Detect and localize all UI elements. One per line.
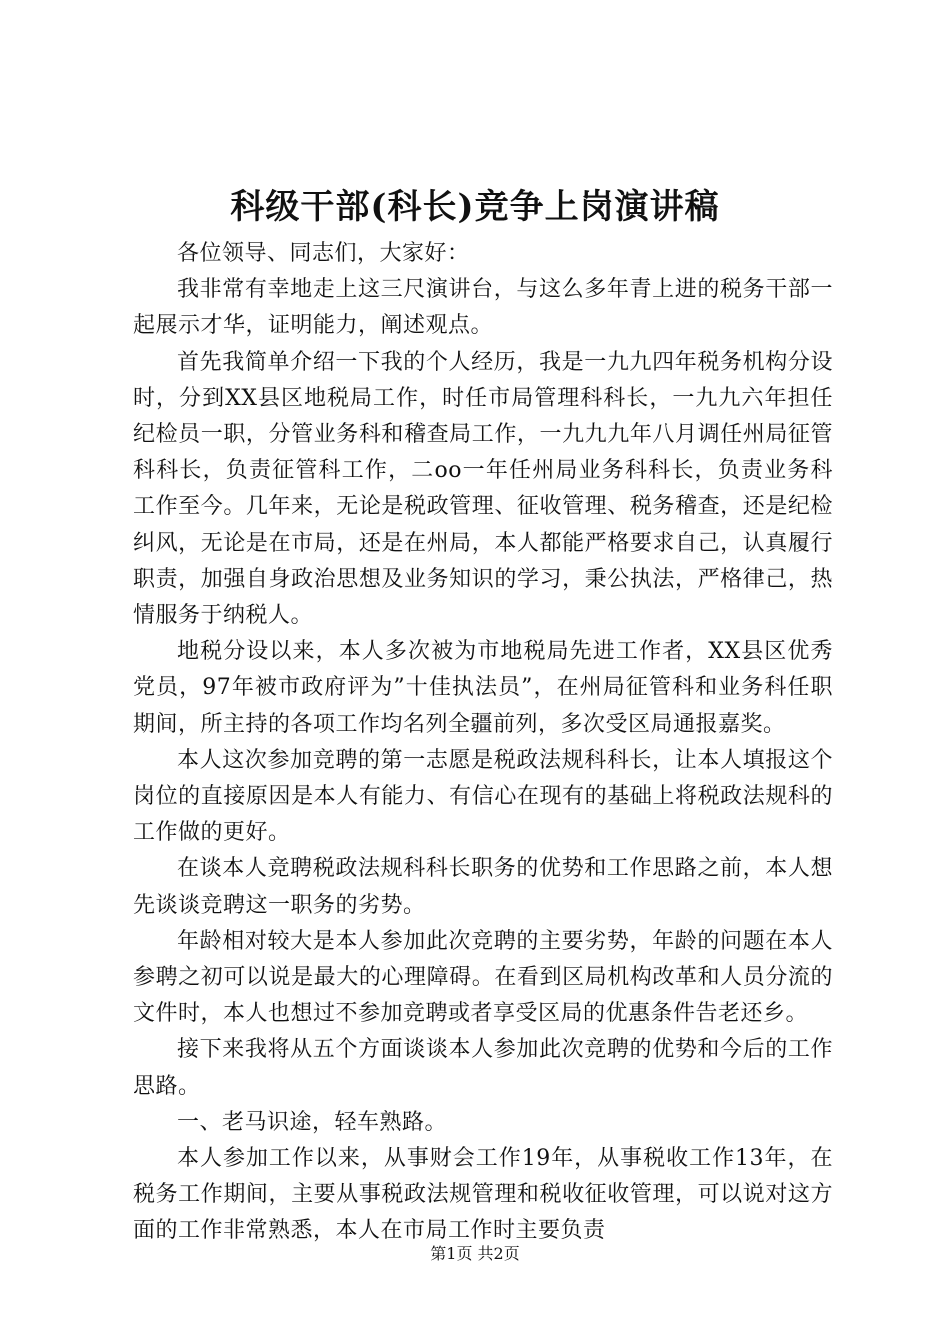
- document-body: [133, 236, 833, 1250]
- paragraph-greeting: 各位领导、同志们，大家好：: [177, 241, 470, 266]
- page-number-footer: 第1页 共2页: [430, 1244, 520, 1263]
- paragraph: 年龄相对较大是本人参加此次竞聘的主要劣势，年龄的问题在本人参聘之初可以说是最大的心理障碍。在看到区局机构改革和人员分流的文件时，本人也想过不参加竞聘或者享受区局的优惠条件告老还乡。: [133, 928, 833, 1027]
- document-title: 科级干部(科长)竞争上岗演讲稿: [230, 187, 720, 227]
- paragraph: 我非常有幸地走上这三尺演讲台，与这么多年青上进的税务干部一起展示才华，证明能力，阐述观点。: [133, 277, 833, 339]
- paragraph: 本人这次参加竞聘的第一志愿是税政法规科科长，让本人填报这个岗位的直接原因是本人有能力、有信心在现有的基础上将税政法规科的工作做的更好。: [133, 747, 833, 846]
- paragraph: 首先我简单介绍一下我的个人经历，我是一九九四年税务机构分设时，分到XX县区地税局工作，时任市局管理科科长，一九九六年担任纪检员一职，分管业务科和稽查局工作，一九九九年八月调任州局征管科科长，负责征管科工作，二oo一年任州局业务科科长，负责业务科工作至今。几年来，无论是税政管理、征收管理、税务稽查，还是纪检纠风，无论是在市局，还是在州局，本人都能严格要求自己，认真履行职责，加强自身政治思想及业务知识的学习，秉公执法，严格律己，热情服务于纳税人。: [133, 349, 833, 629]
- section-heading: 一、老马识途，轻车熟路。: [177, 1109, 448, 1135]
- paragraph: 在谈本人竞聘税政法规科科长职务的优势和工作思路之前，本人想先谈谈竞聘这一职务的劣势。: [133, 856, 833, 918]
- paragraph: 接下来我将从五个方面谈谈本人参加此次竞聘的优势和今后的工作思路。: [133, 1037, 833, 1099]
- paragraph: 本人参加工作以来，从事财会工作19年，从事税收工作13年，在税务工作期间，主要从事税政法规管理和税收征收管理，可以说对这方面的工作非常熟悉，本人在市局工作时主要负责: [133, 1146, 833, 1244]
- paragraph: 地税分设以来，本人多次被为市地税局先进工作者，XX县区优秀党员，97年被市政府评为”十佳执法员”，在州局征管科和业务科任职期间，所主持的各项工作均名列全疆前列，多次受区局通报嘉奖。: [133, 639, 833, 737]
